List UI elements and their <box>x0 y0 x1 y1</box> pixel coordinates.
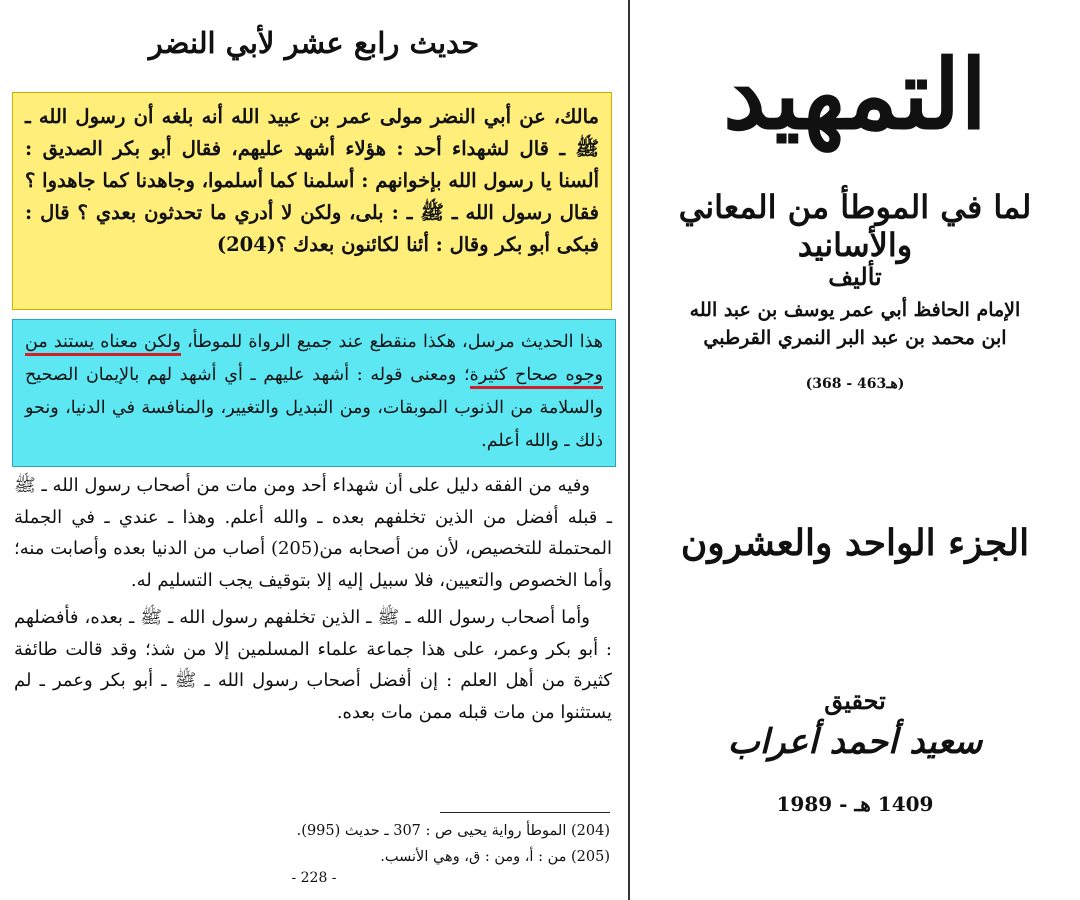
volume-label: الجزء الواحد والعشرون <box>680 522 1030 564</box>
author-dates: (368 - 463هـ) <box>805 376 905 392</box>
author-line-2: ابن محمد بن عبد البر النمري القرطبي <box>703 327 1007 349</box>
book-title: التمهيد <box>723 38 987 151</box>
commentary-text-part2: ؛ ومعنى قوله : أشهد عليهم ـ أي أشهد لهم بالإيمان الصحيح والسلامة من الذنوب الموبقات، ومن التبديل والتغيير، والمنافسة في الدنيا، ونحو ذلك ـ والله أعلم. <box>25 365 603 451</box>
page-number: - 228 - <box>291 870 337 886</box>
page-heading: حديث رابع عشر لأبي النضر <box>148 26 480 60</box>
hadith-text: مالك، عن أبي النضر مولى عمر بن عبيد الله أنه بلغه أن رسول الله ـ ﷺ ـ قال لشهداء أحد : هؤلاء أشهد عليهم، فقال أبو بكر الصديق : ألسنا يا رسول الله بإخوانهم : أسلمنا كما أسلموا، وجاهدنا كما جاهدوا ؟ فقال رسول الله ـ ﷺ ـ : بلى، ولكن لا أدري ما تحدثون بعدي ؟ قال : فبكى أبو بكر وقال : أئنا لكائنون بعدك ؟(204) <box>25 105 599 256</box>
book-subtitle: لما في الموطأ من المعاني والأسانيد <box>678 188 1032 264</box>
hadith-highlight-box <box>12 92 612 310</box>
footnote-205: (205) من : أ، ومن : ق، وهي الأنسب. <box>380 849 610 865</box>
publication-year: 1409 هـ - 1989 <box>776 792 934 816</box>
author-name <box>660 296 1050 352</box>
commentary-highlight-box <box>12 319 616 467</box>
authored-by-label: تأليف <box>828 262 882 291</box>
paragraph-2: وأما أصحاب رسول الله ـ ﷺ ـ الذين تخلفهم رسول الله ـ ﷺ ـ بعده، فأفضلهم : أبو بكر وعمر، على هذا جماعة علماء المسلمين إلا من شذ؛ وقد قالت طائفة كثيرة من أهل العلم : إن أفضل أصحاب رسول الله ـ ﷺ ـ أبو بكر وعمر ـ لم يستثنوا من مات قبله ممن مات بعده. <box>14 607 612 723</box>
author-line-1: الإمام الحافظ أبي عمر يوسف بن عبد الله <box>689 299 1021 321</box>
body-text <box>14 470 612 728</box>
commentary-text-part1: هذا الحديث مرسل، هكذا منقطع عند جميع الرواة للموطأ، <box>180 332 603 352</box>
footnotes <box>14 818 610 870</box>
right-page-title <box>630 0 1080 900</box>
underlined-phrase: ولكن معناه يستند من وجوه صحاح كثيرة <box>25 332 603 389</box>
tahqiq-label: تحقيق <box>824 686 886 715</box>
footnote-rule <box>440 812 610 813</box>
editor-name: سعيد أحمد أعراب <box>727 722 983 762</box>
footnote-204: (204) الموطأ رواية يحيى ص : 307 ـ حديث (995). <box>296 823 610 839</box>
paragraph-1: وفيه من الفقه دليل على أن شهداء أحد ومن مات من أصحاب رسول الله ـ ﷺ ـ قبله أفضل من الذين تخلفهم بعده ـ والله أعلم. وهذا ـ عندي ـ في الجملة المحتملة للتخصيص، لأن من أصحابه من(205) أصاب من الدنيا بعده وأصابت منه؛ وأما الخصوص والتعيين، فلا سبيل إليه إلا بتوقيف يجب التسليم له. <box>14 475 612 591</box>
